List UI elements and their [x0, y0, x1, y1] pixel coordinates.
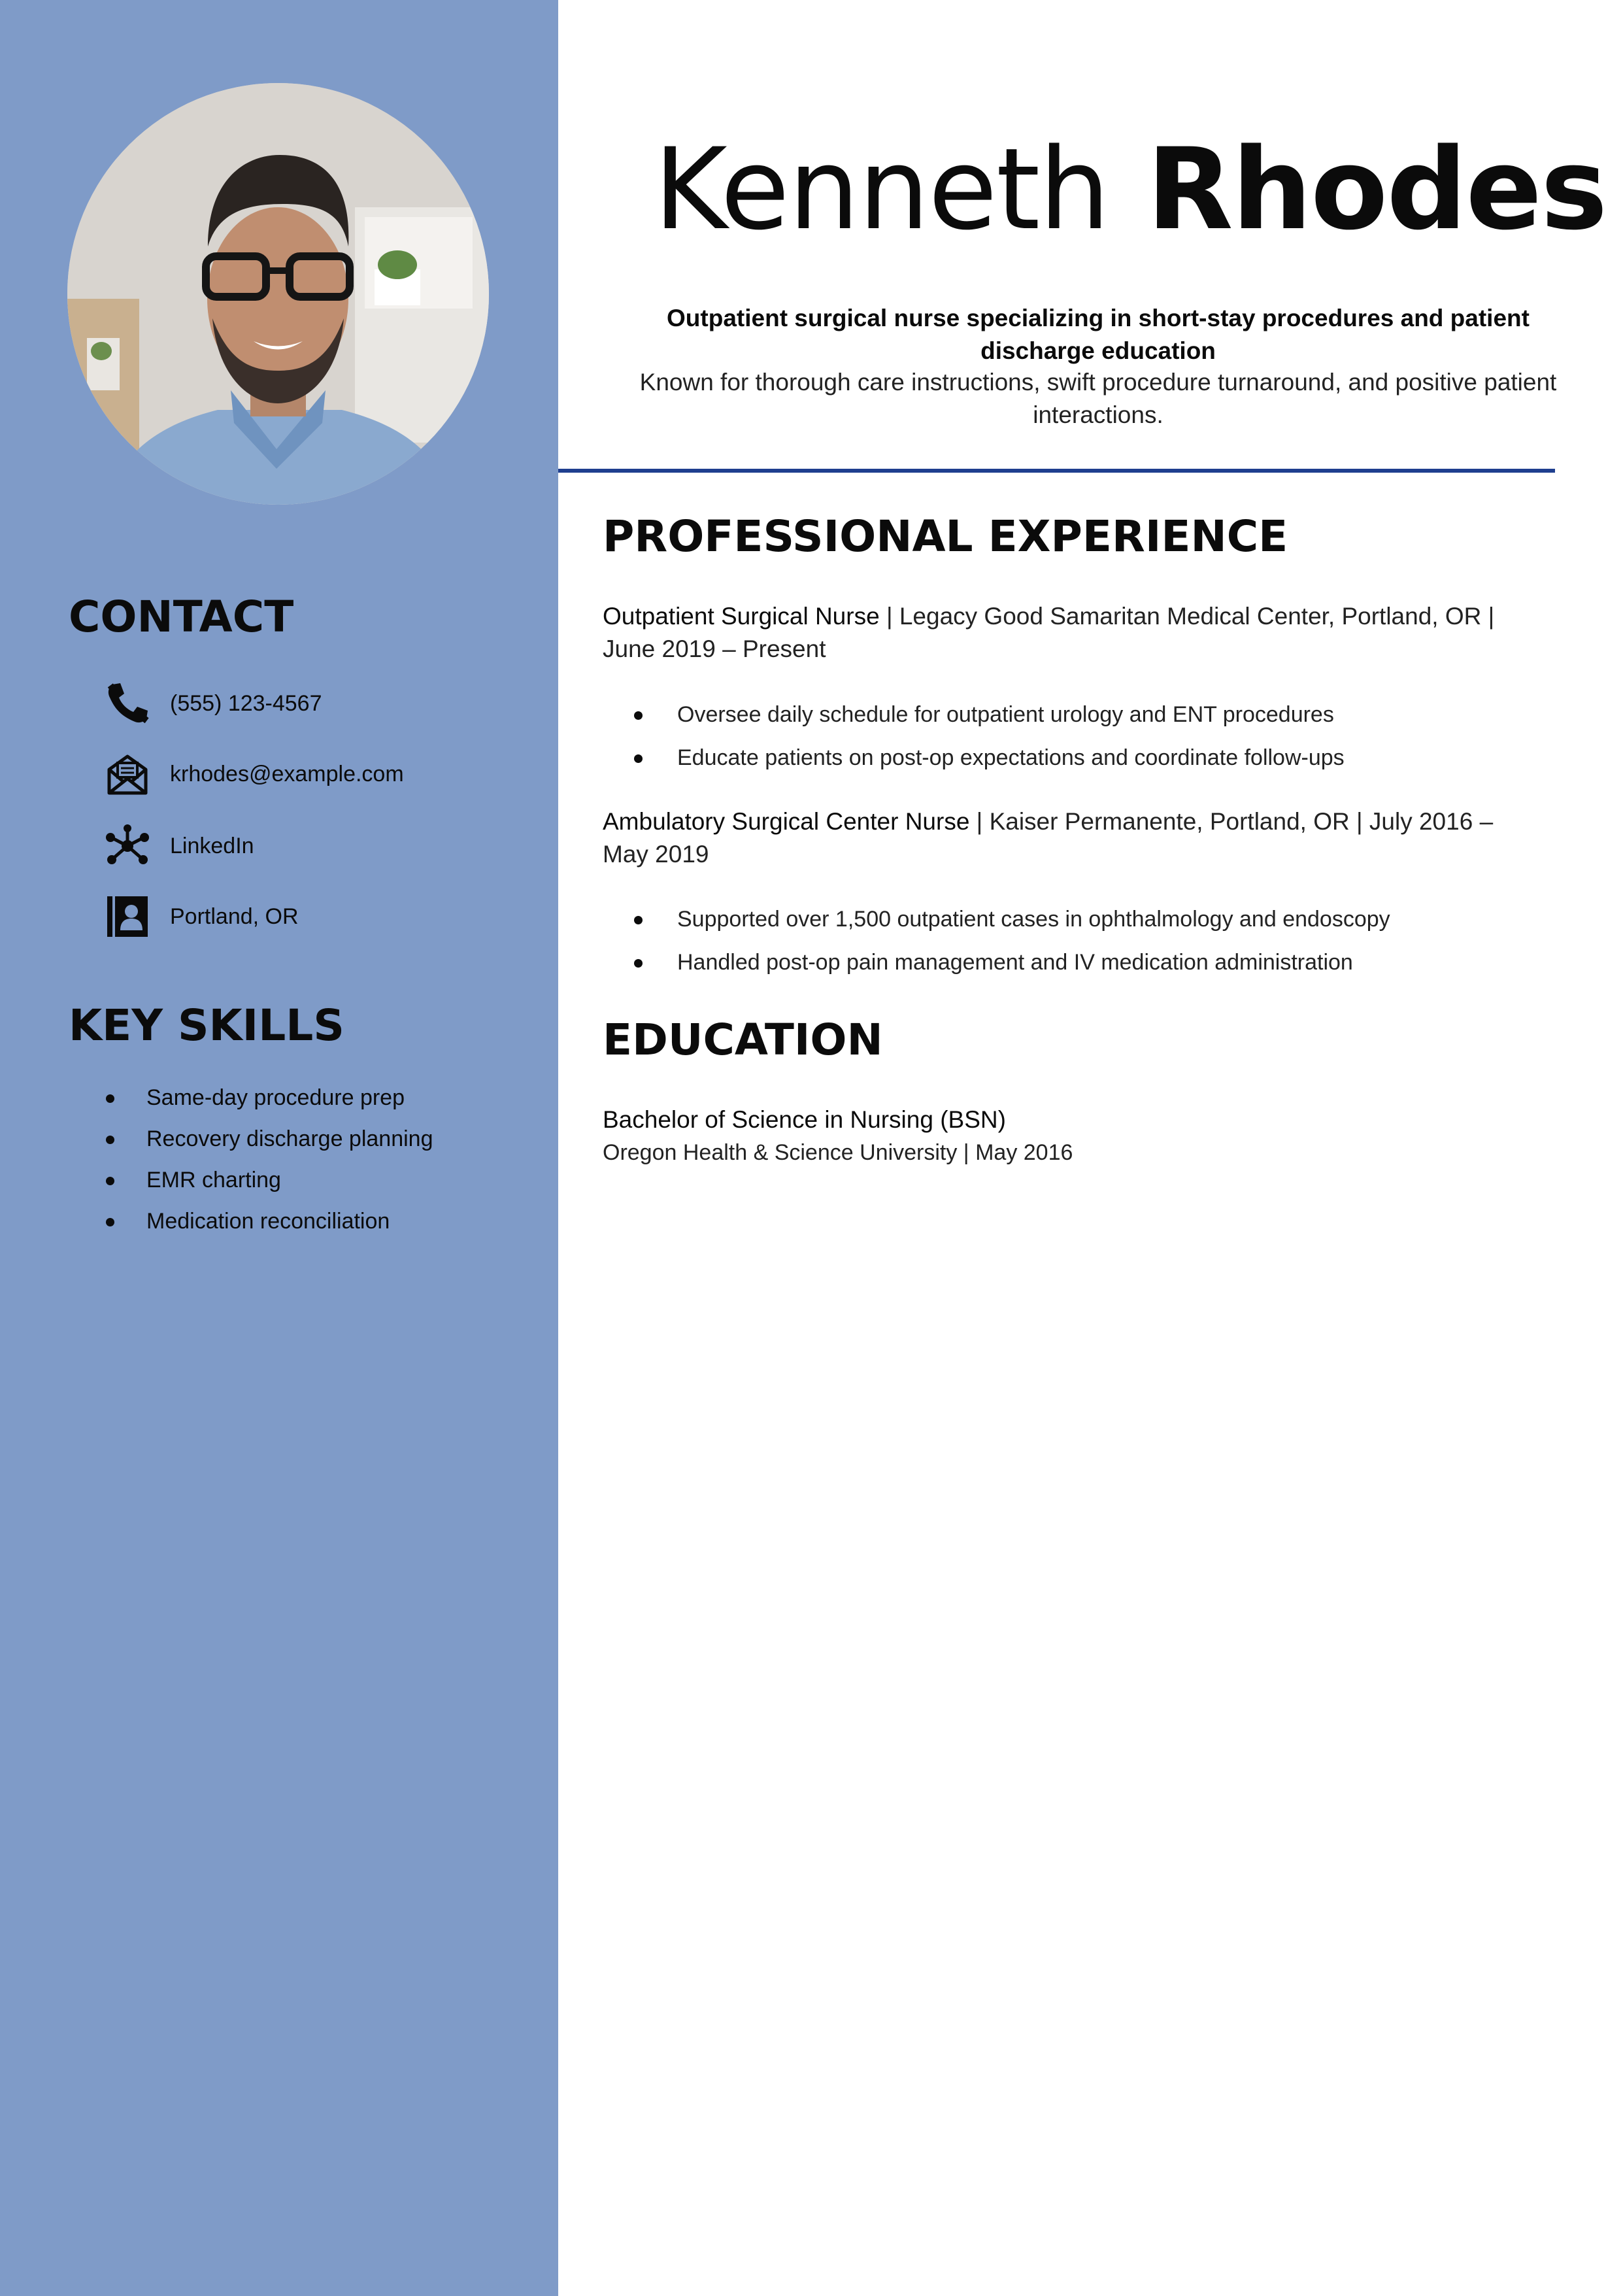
bullet-dot [634, 916, 643, 924]
bullet-dot [634, 711, 643, 720]
bullet-text: Handled post-op pain management and IV medication administration [677, 950, 1353, 975]
contact-heading: CONTACT [69, 592, 294, 642]
summary: Known for thorough care instructions, swift procedure turnaround, and positive patient interactions. [639, 369, 1557, 428]
bullet-dot [106, 1218, 114, 1226]
email-icon [103, 750, 152, 798]
bullet-dot [106, 1136, 114, 1144]
list-item [634, 898, 1390, 941]
profile-photo [67, 83, 489, 505]
tagline: Outpatient surgical nurse specializing in short-stay procedures and patient discharge education [667, 305, 1530, 364]
job-bullets [634, 693, 1345, 779]
first-name: Kenneth [654, 124, 1109, 255]
contact-linkedin[interactable] [103, 820, 254, 872]
bullet-dot [106, 1177, 114, 1185]
contact-location [103, 890, 299, 943]
address-book-icon [103, 892, 152, 941]
job-details: | Legacy Good Samaritan Medical Center, Portland, OR | June 2019 – Present [603, 603, 1495, 662]
last-name: Rhodes [1146, 124, 1607, 255]
job-role: Outpatient Surgical Nurse [603, 603, 880, 630]
contact-location-text: Portland, OR [170, 903, 299, 929]
job-title [603, 805, 1544, 871]
contact-linkedin-text: LinkedIn [170, 833, 254, 858]
list-item [634, 736, 1345, 779]
list-item [105, 1201, 433, 1242]
contact-email-text: krhodes@example.com [170, 761, 404, 786]
education-heading: EDUCATION [603, 1015, 883, 1065]
network-icon [103, 822, 152, 870]
list-item [105, 1160, 433, 1201]
phone-icon [103, 679, 152, 728]
job-details: | Kaiser Permanente, Portland, OR | July 2016 – May 2019 [603, 808, 1494, 868]
bullet-text: Supported over 1,500 outpatient cases in ophthalmology and endoscopy [677, 907, 1390, 932]
skills-heading: KEY SKILLS [69, 1000, 344, 1051]
school: Oregon Health & Science University | May 2016 [603, 1140, 1073, 1165]
sidebar [0, 0, 558, 2296]
list-item [634, 693, 1345, 736]
list-item [634, 941, 1390, 984]
degree: Bachelor of Science in Nursing (BSN) [603, 1106, 1006, 1133]
skill-text: Medication reconciliation [146, 1209, 390, 1234]
list-item [105, 1077, 433, 1119]
job-role: Ambulatory Surgical Center Nurse [603, 808, 970, 835]
contact-email[interactable] [103, 748, 404, 800]
candidate-name [654, 124, 1607, 255]
skill-text: Same-day procedure prep [146, 1085, 405, 1110]
bullet-dot [634, 959, 643, 968]
bullet-text: Educate patients on post-op expectations and coordinate follow-ups [677, 745, 1345, 770]
bullet-text: Oversee daily schedule for outpatient urology and ENT procedures [677, 702, 1334, 727]
skill-text: EMR charting [146, 1168, 281, 1192]
bullet-dot [634, 754, 643, 763]
contact-phone-text: (555) 123-4567 [170, 690, 322, 716]
skill-text: Recovery discharge planning [146, 1126, 433, 1151]
job-title [603, 600, 1544, 666]
experience-heading: PROFESSIONAL EXPERIENCE [603, 511, 1288, 562]
header-divider [558, 469, 1555, 473]
skills-list [105, 1077, 433, 1242]
bullet-dot [106, 1094, 114, 1103]
contact-phone[interactable] [103, 677, 322, 730]
list-item [105, 1119, 433, 1160]
job-bullets [634, 898, 1390, 984]
